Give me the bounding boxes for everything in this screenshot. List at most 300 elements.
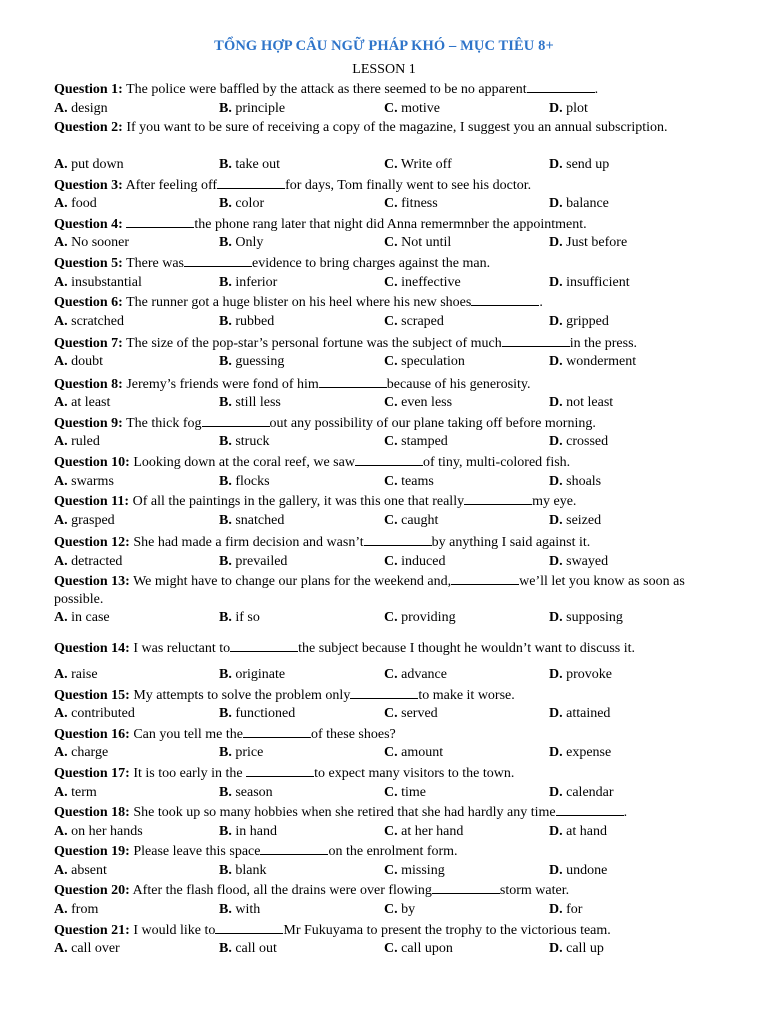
option-b <box>219 512 284 529</box>
answer-blank <box>230 639 298 652</box>
answer-blank <box>243 725 311 738</box>
option-letter: C. <box>384 474 398 489</box>
option-text: No sooner <box>67 235 130 250</box>
question-text: I was reluctant to <box>129 641 231 656</box>
question-text-after: storm water. <box>499 883 570 898</box>
question-6 <box>54 293 704 312</box>
question-text-after: . <box>594 82 599 97</box>
option-text: doubt <box>67 354 104 369</box>
option-text: crossed <box>562 434 609 449</box>
option-b <box>219 353 284 370</box>
option-letter: B. <box>219 395 232 410</box>
option-text: food <box>67 196 97 211</box>
option-letter: D. <box>549 513 563 528</box>
option-c <box>384 666 447 683</box>
option-text: inferior <box>231 275 278 290</box>
option-letter: A. <box>54 554 68 569</box>
option-a <box>54 901 98 918</box>
option-c <box>384 195 438 212</box>
question-label: Question 18: <box>54 805 130 820</box>
option-letter: B. <box>219 513 232 528</box>
answer-blank <box>215 921 283 934</box>
question-text: The runner got a huge blister on his heel where his new shoes <box>122 295 472 310</box>
option-text: attained <box>562 706 611 721</box>
option-c <box>384 862 445 879</box>
option-text: provoke <box>562 667 613 682</box>
option-letter: C. <box>384 395 398 410</box>
question-label: Question 15: <box>54 688 130 703</box>
option-text: insufficient <box>562 275 630 290</box>
option-text: ineffective <box>397 275 461 290</box>
option-text: even less <box>397 395 453 410</box>
option-text: time <box>397 785 427 800</box>
option-text: teams <box>397 474 434 489</box>
option-c <box>384 705 438 722</box>
option-b <box>219 394 281 411</box>
question-11 <box>54 492 704 511</box>
option-letter: C. <box>384 235 398 250</box>
question-label: Question 19: <box>54 844 130 859</box>
question-label: Question 2: <box>54 120 123 135</box>
option-a <box>54 156 124 173</box>
option-letter: D. <box>549 434 563 449</box>
option-text: call out <box>231 941 277 956</box>
option-letter: C. <box>384 610 398 625</box>
question-text: Jeremy’s friends were fond of him <box>122 377 319 392</box>
option-letter: B. <box>219 434 232 449</box>
option-text: insubstantial <box>67 275 142 290</box>
question-text-after: by anything I said against it. <box>431 535 591 550</box>
option-letter: D. <box>549 354 563 369</box>
option-text: call up <box>562 941 604 956</box>
option-text: contributed <box>67 706 135 721</box>
option-letter: A. <box>54 902 68 917</box>
option-text: if so <box>231 610 260 625</box>
option-text: gripped <box>562 314 609 329</box>
question-text-after: to expect many visitors to the town. <box>314 766 515 781</box>
question-text-after: . <box>623 805 628 820</box>
option-letter: D. <box>549 235 563 250</box>
question-text-after: evidence to bring charges against the man. <box>252 256 491 271</box>
option-d <box>549 433 608 450</box>
question-17 <box>54 764 704 783</box>
option-d <box>549 394 613 411</box>
question-2 <box>54 119 704 137</box>
option-letter: D. <box>549 474 563 489</box>
document-title: TỔNG HỢP CÂU NGỮ PHÁP KHÓ – MỤC TIÊU 8+ <box>214 38 554 54</box>
option-a <box>54 784 97 801</box>
option-text: swarms <box>67 474 114 489</box>
option-text: design <box>67 101 108 116</box>
question-text: We might have to change our plans for the weekend and, <box>129 574 452 589</box>
question-label: Question 5: <box>54 256 123 271</box>
option-a <box>54 394 110 411</box>
option-b <box>219 100 285 117</box>
option-a <box>54 433 100 450</box>
question-text-after: we’ll let you know as soon as possible. <box>54 574 685 607</box>
option-a <box>54 353 103 370</box>
option-letter: B. <box>219 354 232 369</box>
option-c <box>384 901 415 918</box>
option-a <box>54 274 142 291</box>
option-c <box>384 313 444 330</box>
option-text: swayed <box>562 554 609 569</box>
option-d <box>549 553 608 570</box>
option-letter: C. <box>384 513 398 528</box>
option-text: calendar <box>562 785 614 800</box>
option-text: Just before <box>562 235 628 250</box>
option-c <box>384 100 440 117</box>
question-text-after: my eye. <box>532 494 577 509</box>
option-text: ruled <box>67 434 100 449</box>
option-text: rubbed <box>231 314 275 329</box>
option-d <box>549 313 609 330</box>
question-label: Question 9: <box>54 416 123 431</box>
option-text: wonderment <box>562 354 637 369</box>
question-text-after: of these shoes? <box>311 727 396 742</box>
option-letter: D. <box>549 314 563 329</box>
option-letter: D. <box>549 745 563 760</box>
question-text: Of all the paintings in the gallery, it was this one that really <box>129 494 465 509</box>
option-d <box>549 940 604 957</box>
option-c <box>384 156 452 173</box>
option-b <box>219 609 260 626</box>
option-letter: A. <box>54 314 68 329</box>
question-label: Question 11: <box>54 494 130 509</box>
question-text: The police were baffled by the attack as there seemed to be no apparent <box>122 82 527 97</box>
question-text-after: to make it worse. <box>418 688 515 703</box>
question-16 <box>54 725 704 744</box>
option-b <box>219 473 270 490</box>
option-text: scratched <box>67 314 124 329</box>
option-text: price <box>231 745 264 760</box>
option-letter: C. <box>384 354 398 369</box>
option-text: grasped <box>67 513 115 528</box>
option-letter: D. <box>549 554 563 569</box>
option-text: advance <box>397 667 447 682</box>
option-letter: D. <box>549 902 563 917</box>
option-c <box>384 353 465 370</box>
option-letter: A. <box>54 275 68 290</box>
option-text: struck <box>231 434 270 449</box>
option-letter: A. <box>54 785 68 800</box>
option-text: detracted <box>67 554 123 569</box>
option-letter: D. <box>549 196 563 211</box>
option-c <box>384 394 452 411</box>
option-d <box>549 195 609 212</box>
answer-blank <box>502 334 570 347</box>
question-text-after: on the enrolment form. <box>328 844 458 859</box>
answer-blank <box>217 176 285 189</box>
question-label: Question 20: <box>54 883 130 898</box>
option-text: for <box>562 902 583 917</box>
option-letter: D. <box>549 157 563 172</box>
question-text: Please leave this space <box>129 844 261 859</box>
option-text: charge <box>67 745 109 760</box>
option-letter: A. <box>54 667 68 682</box>
option-letter: B. <box>219 941 232 956</box>
question-label: Question 17: <box>54 766 130 781</box>
option-d <box>549 666 612 683</box>
option-letter: D. <box>549 785 563 800</box>
question-label: Question 12: <box>54 535 130 550</box>
answer-blank <box>527 80 595 93</box>
option-text: prevailed <box>231 554 288 569</box>
option-b <box>219 666 285 683</box>
question-7 <box>54 334 704 353</box>
option-c <box>384 473 434 490</box>
option-text: absent <box>67 863 107 878</box>
option-a <box>54 823 143 840</box>
option-c <box>384 784 426 801</box>
option-letter: A. <box>54 513 68 528</box>
option-letter: D. <box>549 824 563 839</box>
option-b <box>219 940 277 957</box>
option-text: send up <box>562 157 610 172</box>
option-text: blank <box>231 863 267 878</box>
answer-blank <box>451 572 519 585</box>
option-text: caught <box>397 513 439 528</box>
answer-blank <box>184 254 252 267</box>
question-text: If you want to be sure of receiving a copy of the magazine, I suggest you an annual subscription. <box>122 120 668 135</box>
answer-blank <box>464 492 532 505</box>
option-text: served <box>397 706 438 721</box>
question-text: The size of the pop-star’s personal fortune was the subject of much <box>122 336 502 351</box>
option-a <box>54 744 108 761</box>
option-letter: C. <box>384 706 398 721</box>
option-text: in case <box>67 610 110 625</box>
option-letter: B. <box>219 902 232 917</box>
option-text: snatched <box>231 513 285 528</box>
question-text-after: because of his generosity. <box>386 377 531 392</box>
option-a <box>54 862 107 879</box>
answer-blank <box>202 414 270 427</box>
answer-blank <box>126 215 194 228</box>
option-text: from <box>67 902 99 917</box>
option-text: balance <box>562 196 609 211</box>
option-letter: C. <box>384 101 398 116</box>
option-text: on her hands <box>67 824 143 839</box>
question-text-after: out any possibility of our plane taking off before morning. <box>269 416 596 431</box>
question-12 <box>54 533 704 552</box>
option-letter: A. <box>54 745 68 760</box>
question-text: After feeling off <box>122 178 218 193</box>
question-10 <box>54 453 704 472</box>
question-text: It is too early in the <box>129 766 247 781</box>
option-b <box>219 195 264 212</box>
option-letter: D. <box>549 863 563 878</box>
option-c <box>384 234 451 251</box>
option-text: by <box>397 902 416 917</box>
option-letter: C. <box>384 745 398 760</box>
option-d <box>549 473 601 490</box>
option-letter: D. <box>549 275 563 290</box>
option-b <box>219 823 277 840</box>
option-letter: A. <box>54 474 68 489</box>
question-15 <box>54 686 704 705</box>
option-letter: C. <box>384 434 398 449</box>
option-d <box>549 784 614 801</box>
option-b <box>219 553 287 570</box>
option-a <box>54 234 129 251</box>
question-19 <box>54 842 704 861</box>
option-text: flocks <box>231 474 270 489</box>
option-c <box>384 433 448 450</box>
option-b <box>219 901 260 918</box>
option-letter: D. <box>549 395 563 410</box>
question-18 <box>54 803 704 822</box>
option-text: providing <box>397 610 456 625</box>
option-b <box>219 156 280 173</box>
question-text: After the flash flood, all the drains were over flowing <box>129 883 432 898</box>
question-text-after: the phone rang later that night did Anna remermnber the appointment. <box>194 217 587 232</box>
question-21 <box>54 921 704 940</box>
answer-blank <box>471 293 539 306</box>
question-text-after: for days, Tom finally went to see his doctor. <box>285 178 532 193</box>
option-letter: C. <box>384 275 398 290</box>
question-label: Question 21: <box>54 923 130 938</box>
option-c <box>384 553 445 570</box>
option-text: season <box>231 785 273 800</box>
question-14 <box>54 639 704 658</box>
question-text: Can you tell me the <box>129 727 243 742</box>
question-text-after: Mr Fukuyama to present the trophy to the victorious team. <box>283 923 611 938</box>
option-letter: C. <box>384 824 398 839</box>
question-label: Question 8: <box>54 377 123 392</box>
option-c <box>384 823 463 840</box>
option-a <box>54 705 135 722</box>
option-letter: B. <box>219 554 232 569</box>
option-text: still less <box>231 395 281 410</box>
option-letter: B. <box>219 667 232 682</box>
option-b <box>219 433 270 450</box>
question-label: Question 10: <box>54 455 130 470</box>
question-20 <box>54 881 704 900</box>
question-9 <box>54 414 704 433</box>
option-letter: B. <box>219 157 232 172</box>
option-c <box>384 274 461 291</box>
question-3 <box>54 176 704 195</box>
option-letter: A. <box>54 235 68 250</box>
option-letter: A. <box>54 196 68 211</box>
option-c <box>384 609 456 626</box>
option-letter: C. <box>384 157 398 172</box>
option-text: put down <box>67 157 124 172</box>
option-letter: D. <box>549 941 563 956</box>
option-a <box>54 940 120 957</box>
option-letter: B. <box>219 745 232 760</box>
option-letter: C. <box>384 314 398 329</box>
option-letter: C. <box>384 196 398 211</box>
option-a <box>54 512 115 529</box>
option-letter: C. <box>384 941 398 956</box>
option-letter: A. <box>54 157 68 172</box>
option-letter: A. <box>54 434 68 449</box>
question-text: The thick fog <box>122 416 202 431</box>
option-letter: A. <box>54 354 68 369</box>
option-text: color <box>231 196 265 211</box>
option-text: term <box>67 785 97 800</box>
option-b <box>219 744 263 761</box>
option-letter: A. <box>54 824 68 839</box>
question-label: Question 4: <box>54 217 123 232</box>
answer-blank <box>350 686 418 699</box>
option-letter: D. <box>549 667 563 682</box>
option-letter: B. <box>219 474 232 489</box>
question-text-after: in the press. <box>569 336 638 351</box>
option-b <box>219 862 266 879</box>
option-letter: D. <box>549 610 563 625</box>
option-text: Write off <box>397 157 452 172</box>
option-text: missing <box>397 863 445 878</box>
option-letter: A. <box>54 863 68 878</box>
question-text: Looking down at the coral reef, we saw <box>129 455 355 470</box>
question-text: I would like to <box>129 923 216 938</box>
option-text: Not until <box>397 235 452 250</box>
option-text: undone <box>562 863 608 878</box>
option-d <box>549 353 636 370</box>
option-text: raise <box>67 667 98 682</box>
answer-blank <box>246 764 314 777</box>
option-letter: A. <box>54 610 68 625</box>
option-letter: C. <box>384 902 398 917</box>
option-text: supposing <box>562 610 623 625</box>
option-letter: B. <box>219 101 232 116</box>
option-a <box>54 609 110 626</box>
option-a <box>54 100 108 117</box>
option-a <box>54 195 97 212</box>
question-5 <box>54 254 704 273</box>
question-text: There was <box>122 256 185 271</box>
answer-blank <box>260 842 328 855</box>
option-text: seized <box>562 513 602 528</box>
question-label: Question 6: <box>54 295 123 310</box>
option-a <box>54 313 124 330</box>
answer-blank <box>556 803 624 816</box>
option-letter: B. <box>219 275 232 290</box>
option-text: principle <box>231 101 286 116</box>
option-text: at her hand <box>397 824 464 839</box>
option-letter: D. <box>549 101 563 116</box>
option-letter: B. <box>219 314 232 329</box>
question-1 <box>54 80 704 99</box>
question-text: My attempts to solve the problem only <box>129 688 351 703</box>
option-text: not least <box>562 395 614 410</box>
option-d <box>549 705 610 722</box>
option-letter: B. <box>219 196 232 211</box>
option-c <box>384 744 443 761</box>
option-b <box>219 784 273 801</box>
question-label: Question 14: <box>54 641 130 656</box>
question-4 <box>54 215 704 234</box>
option-text: call over <box>67 941 120 956</box>
option-a <box>54 666 98 683</box>
option-letter: B. <box>219 785 232 800</box>
option-d <box>549 234 627 251</box>
option-d <box>549 512 601 529</box>
option-text: in hand <box>231 824 277 839</box>
option-letter: C. <box>384 667 398 682</box>
option-letter: B. <box>219 863 232 878</box>
option-text: scraped <box>397 314 444 329</box>
question-8 <box>54 375 704 394</box>
option-letter: C. <box>384 554 398 569</box>
option-letter: B. <box>219 824 232 839</box>
option-text: originate <box>231 667 286 682</box>
option-a <box>54 473 114 490</box>
answer-blank <box>355 453 423 466</box>
option-d <box>549 744 611 761</box>
